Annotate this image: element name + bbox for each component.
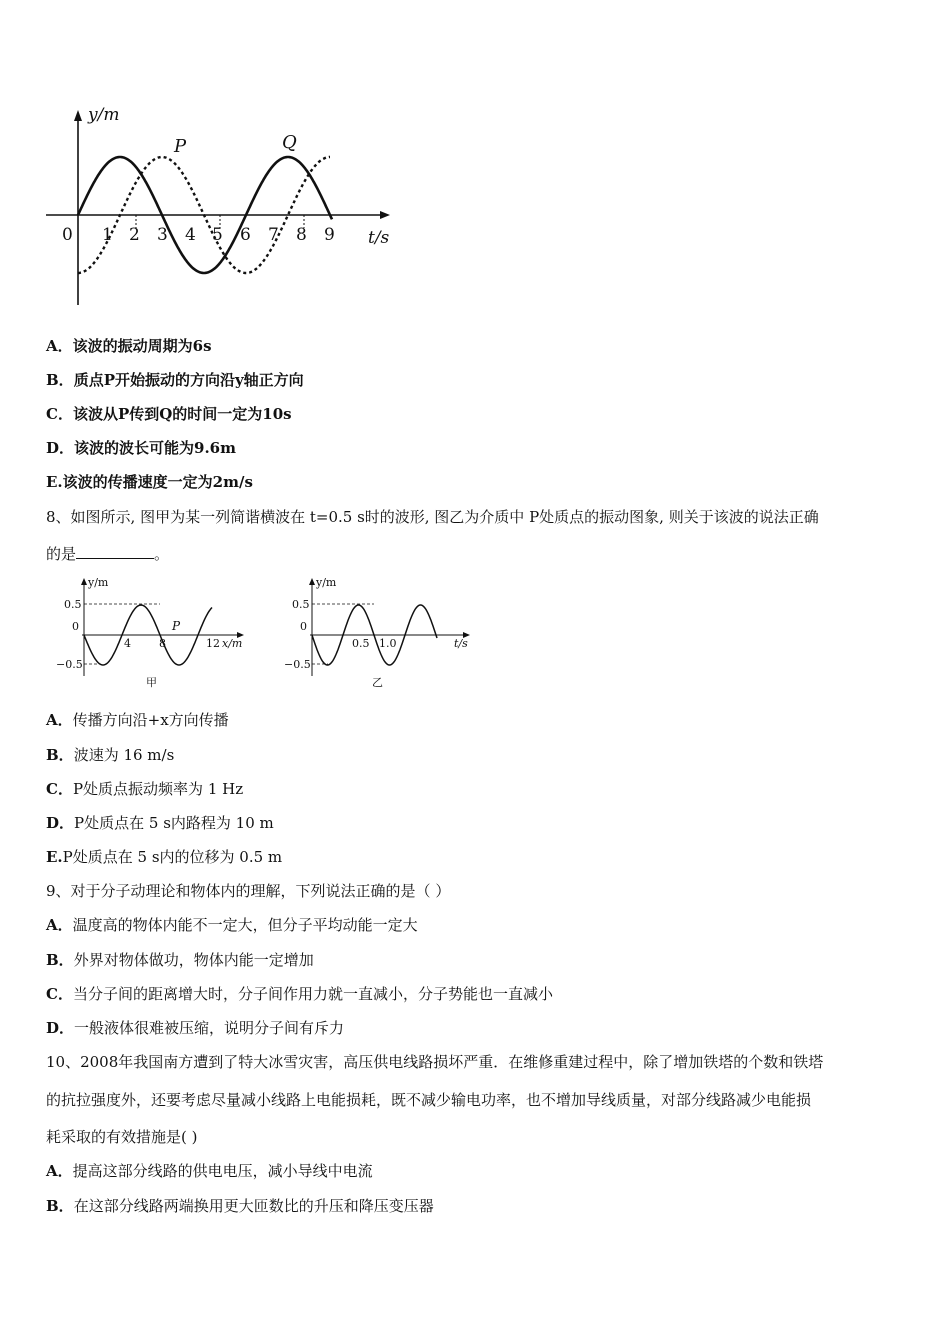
tick-label: 7 (268, 225, 279, 245)
q10-stem-line1: 10、2008年我国南方遭到了特大冰雪灾害，高压供电线路损坏严重．在维修重建过程中，除了增加铁塔的个数和铁塔 (46, 1053, 824, 1071)
x-tick-label: 4 (124, 637, 131, 650)
tick-label: 5 (212, 225, 223, 245)
tick-label: 8 (296, 225, 307, 245)
wave-graph-jia (54, 572, 254, 692)
figure-caption: 乙 (372, 676, 383, 689)
x-axis-arrow-icon (380, 211, 390, 219)
q8-option-d: D．P处质点在 5 s内路程为 10 m (46, 814, 274, 832)
x-tick-label: 12 (206, 637, 220, 650)
y-axis-arrow-icon (74, 110, 82, 121)
q7-option-e: E.该波的传播速度一定为2m/s (46, 473, 253, 491)
q9-stem: 9、对于分子动理论和物体内的理解，下列说法正确的是（ ） (46, 882, 451, 900)
q7-option-b: B．质点P开始振动的方向沿y轴正方向 (46, 371, 304, 389)
y-top-label: 0.5 (292, 598, 310, 611)
x-axis-label: x/m (222, 637, 243, 650)
y-top-label: 0.5 (64, 598, 82, 611)
q8-option-e: E.P处质点在 5 s内的位移为 0.5 m (46, 848, 283, 866)
answer-blank (76, 544, 154, 559)
q10-stem-line2: 的抗拉强度外，还要考虑尽量减小线路上电能损耗，既不减少输电功率，也不增加导线质量，对部分线路减少电能损 (46, 1091, 812, 1109)
tick-label: 4 (185, 225, 196, 245)
curve-label-p: P (174, 136, 187, 157)
q10-option-b: B．在这部分线路两端换用更大匝数比的升压和降压变压器 (46, 1197, 434, 1215)
y-axis-arrow-icon (309, 578, 315, 585)
y-zero-label: 0 (300, 620, 307, 633)
q10-option-a: A．提高这部分线路的供电电压，减小导线中电流 (46, 1162, 373, 1180)
q8-option-b: B．波速为 16 m/s (46, 746, 175, 764)
q9-option-d: D．一般液体很难被压缩，说明分子间有斥力 (46, 1019, 345, 1037)
tick-label: 2 (129, 225, 140, 245)
q8-stem-line1: 8、如图所示, 图甲为某一列简谐横波在 t=0.5 s时的波形, 图乙为介质中 P处质点的振动图象, 则关于该波的说法正确 (46, 508, 819, 526)
y-axis-label: y/m (88, 105, 120, 125)
figure-caption: 甲 (146, 676, 157, 689)
x-axis-label: t/s (368, 228, 390, 248)
tick-label: 0 (62, 225, 73, 245)
tick-label: 6 (240, 225, 251, 245)
x-tick-label: 1.0 (379, 637, 397, 650)
q9-option-a: A．温度高的物体内能不一定大，但分子平均动能一定大 (46, 916, 418, 934)
y-bottom-label: −0.5 (56, 658, 83, 671)
y-axis-label: y/m (316, 576, 337, 589)
y-zero-label: 0 (72, 620, 79, 633)
x-tick-label: 0.5 (352, 637, 370, 650)
q9-option-c: C．当分子间的距离增大时，分子间作用力就一直减小，分子势能也一直减小 (46, 985, 553, 1003)
tick-label: 1 (102, 225, 113, 245)
q7-option-d: D．该波的波长可能为9.6m (46, 439, 236, 457)
q7-option-a: A．该波的振动周期为6s (46, 337, 212, 355)
curve-label-q: Q (282, 132, 297, 153)
q7-option-c: C．该波从P传到Q的时间一定为10s (46, 405, 292, 423)
x-tick-label: 8 (159, 637, 166, 650)
y-axis-arrow-icon (81, 578, 87, 585)
x-axis-label: t/s (454, 637, 468, 650)
vibration-graph-yi (282, 572, 482, 692)
q9-option-b: B．外界对物体做功，物体内能一定增加 (46, 951, 314, 969)
tick-label: 3 (157, 225, 168, 245)
y-bottom-label: −0.5 (284, 658, 311, 671)
q8-stem-line2: 的是 。 (46, 545, 170, 563)
q8-option-c: C．P处质点振动频率为 1 Hz (46, 780, 244, 798)
q10-stem-line3: 耗采取的有效措施是( ) (46, 1128, 198, 1146)
q8-option-a: A．传播方向沿+x方向传播 (46, 711, 229, 729)
tick-label: 9 (324, 225, 335, 245)
y-axis-label: y/m (88, 576, 109, 589)
vibration-graph-figure (40, 100, 400, 315)
point-label-p: P (172, 619, 181, 633)
